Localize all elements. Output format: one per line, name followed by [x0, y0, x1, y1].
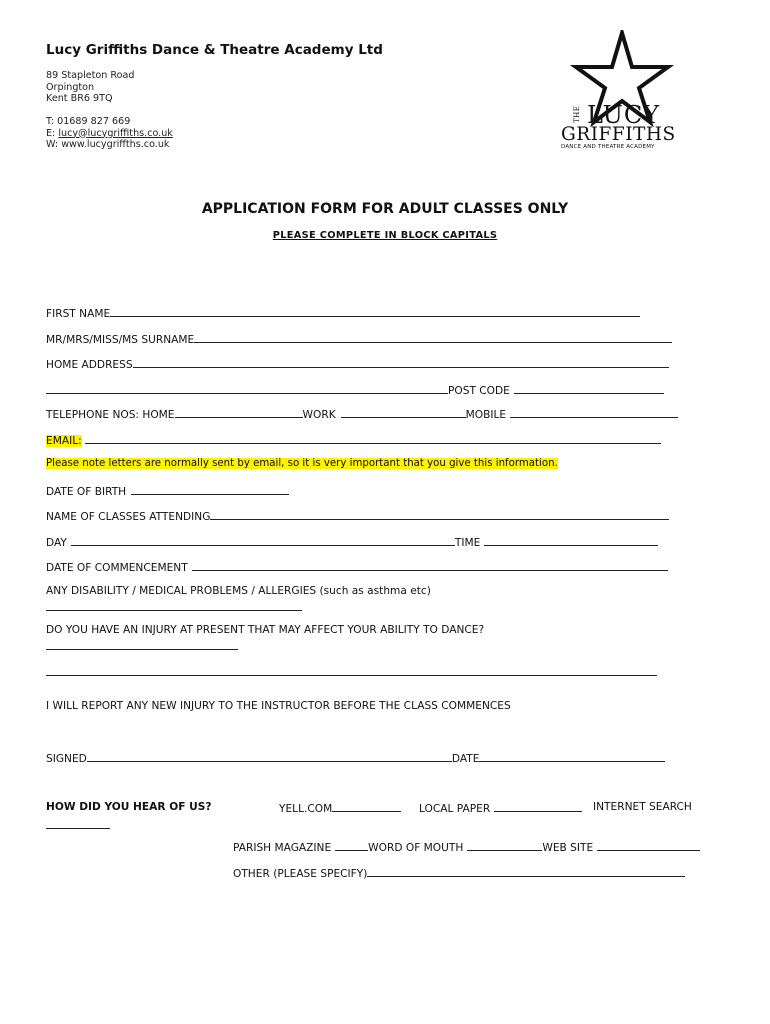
- word-of-mouth-label: WORD OF MOUTH: [368, 842, 464, 854]
- logo-griffiths: GRIFFITHS: [561, 124, 676, 145]
- time-label: TIME: [454, 537, 481, 549]
- email-note: Please note letters are normally sent by email, so it is very important that you give this information.: [46, 458, 558, 469]
- work-phone-field[interactable]: [341, 407, 466, 418]
- other-label: OTHER (PLEASE SPECIFY): [233, 868, 368, 880]
- parish-magazine-field[interactable]: [335, 840, 368, 851]
- logo-tagline: DANCE AND THEATRE ACADEMY: [561, 144, 655, 150]
- signature-row: [46, 751, 665, 767]
- mobile-field[interactable]: [510, 407, 678, 418]
- email-link[interactable]: lucy@lucygriffiths.co.uk: [58, 127, 173, 139]
- mobile-label: MOBILE: [465, 409, 507, 421]
- hear-about-question: HOW DID YOU HEAR OF US?: [46, 801, 212, 813]
- address-line-2: Orpington: [46, 81, 95, 93]
- surname-field[interactable]: [194, 332, 672, 343]
- disability-field[interactable]: [46, 600, 302, 611]
- work-label: WORK: [302, 409, 336, 421]
- injury-field-line-2[interactable]: [46, 665, 657, 676]
- logo-lucy: LUCY: [587, 101, 661, 129]
- post-code-field[interactable]: [514, 383, 664, 394]
- commencement-field[interactable]: [192, 560, 668, 571]
- disability-label: ANY DISABILITY / MEDICAL PROBLEMS / ALLERGIES (such as asthma etc): [46, 585, 431, 597]
- post-code-label: POST CODE: [448, 385, 510, 397]
- email-note-row: [46, 458, 558, 474]
- sources-row-2: [233, 840, 700, 854]
- parish-magazine-label: PARISH MAGAZINE: [233, 842, 332, 854]
- classes-row: [46, 509, 669, 525]
- signed-label: SIGNED: [46, 753, 87, 765]
- signature-field[interactable]: [87, 751, 452, 762]
- internet-search-label: INTERNET SEARCH: [593, 801, 692, 813]
- form-title: APPLICATION FORM FOR ADULT CLASSES ONLY: [201, 201, 569, 217]
- form-subtitle: PLEASE COMPLETE IN BLOCK CAPITALS: [272, 230, 498, 241]
- local-paper-label: LOCAL PAPER: [419, 803, 491, 815]
- email-label: EMAIL:: [46, 435, 82, 447]
- commencement-label: DATE OF COMMENCEMENT: [46, 562, 188, 574]
- academy-logo: [553, 30, 693, 154]
- classes-field[interactable]: [210, 509, 669, 520]
- other-option: [233, 866, 685, 880]
- classes-label: NAME OF CLASSES ATTENDING: [46, 511, 211, 523]
- commencement-row: [46, 560, 668, 576]
- day-field[interactable]: [71, 535, 455, 546]
- phone-number: T: 01689 827 669: [46, 116, 131, 127]
- first-name-row: [46, 306, 640, 322]
- email-prefix: E:: [46, 127, 59, 139]
- injury-row: [46, 624, 484, 640]
- time-field[interactable]: [484, 535, 658, 546]
- home-address-row: [46, 357, 669, 373]
- telephone-row: [46, 407, 678, 423]
- logo-the: THE: [573, 105, 581, 123]
- telephone-home-label: TELEPHONE NOS: HOME: [46, 409, 175, 421]
- yell-option: [279, 801, 401, 815]
- first-name-label: FIRST NAME: [46, 308, 111, 320]
- home-address-line-2-field[interactable]: [46, 383, 448, 394]
- surname-label: MR/MRS/MISS/MS SURNAME: [46, 334, 195, 346]
- yell-label: YELL.COM: [279, 803, 333, 815]
- yell-field[interactable]: [332, 801, 401, 812]
- dob-label: DATE OF BIRTH: [46, 486, 127, 498]
- report-statement: I WILL REPORT ANY NEW INJURY TO THE INSTRUCTOR BEFORE THE CLASS COMMENCES: [46, 700, 511, 712]
- day-label: DAY: [46, 537, 67, 549]
- local-paper-option: [419, 801, 582, 815]
- injury-question: DO YOU HAVE AN INJURY AT PRESENT THAT MAY AFFECT YOUR ABILITY TO DANCE?: [46, 624, 485, 636]
- date-label: DATE: [451, 753, 480, 765]
- word-of-mouth-field[interactable]: [467, 840, 542, 851]
- web-site-field[interactable]: [597, 840, 700, 851]
- website: W: www.lucygriffths.co.uk: [46, 139, 170, 150]
- home-address-label: HOME ADDRESS: [46, 359, 133, 371]
- telephone-home-field[interactable]: [175, 407, 303, 418]
- home-address-field[interactable]: [133, 357, 669, 368]
- local-paper-field[interactable]: [494, 801, 582, 812]
- first-name-field[interactable]: [110, 306, 640, 317]
- injury-field-line-1[interactable]: [46, 639, 238, 650]
- day-time-row: [46, 535, 658, 551]
- email-row: [46, 433, 661, 449]
- disability-row: [46, 585, 431, 601]
- email-field[interactable]: [85, 433, 661, 444]
- date-field[interactable]: [479, 751, 665, 762]
- report-row: [46, 700, 511, 716]
- internet-search-field[interactable]: [46, 818, 110, 829]
- address-line-1: 89 Stapleton Road: [46, 70, 135, 81]
- dob-field[interactable]: [131, 484, 289, 495]
- surname-row: [46, 332, 672, 348]
- company-name: Lucy Griffiths Dance & Theatre Academy Ltd: [46, 42, 383, 58]
- web-site-label: WEB SITE: [542, 842, 594, 854]
- address-postcode-row: [46, 383, 664, 399]
- address-line-3: Kent BR6 9TQ: [46, 93, 113, 104]
- dob-row: [46, 484, 289, 500]
- email-line: [46, 128, 173, 140]
- other-field[interactable]: [367, 866, 685, 877]
